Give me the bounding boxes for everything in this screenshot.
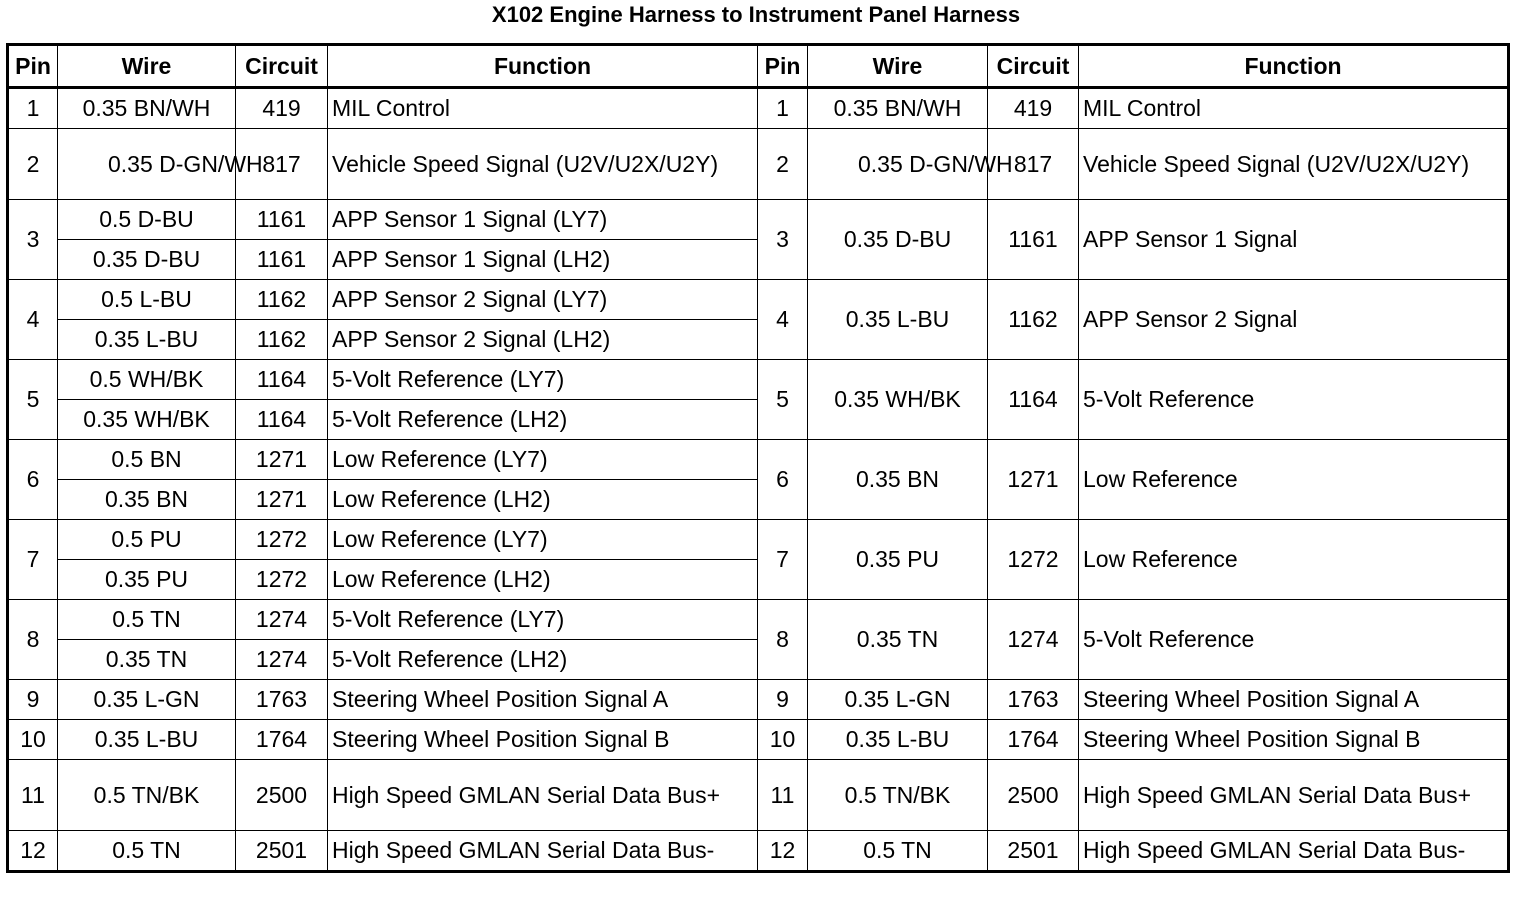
wire-cell: 0.35 BN bbox=[58, 480, 236, 520]
function-cell: 5-Volt Reference (LY7) bbox=[328, 360, 758, 400]
circuit-cell: 1272 bbox=[236, 520, 328, 560]
pin-cell: 8 bbox=[758, 600, 808, 680]
wire-cell: 0.35 L-BU bbox=[808, 280, 988, 360]
pin-cell: 1 bbox=[758, 88, 808, 129]
circuit-cell: 1271 bbox=[236, 480, 328, 520]
wire-cell: 0.5 TN bbox=[58, 831, 236, 872]
pin-cell: 2 bbox=[758, 129, 808, 200]
table-row bbox=[8, 280, 1509, 320]
wire-cell: 0.35 D-GN/WH bbox=[58, 129, 236, 200]
pin-cell: 5 bbox=[758, 360, 808, 440]
function-cell: High Speed GMLAN Serial Data Bus- bbox=[1079, 831, 1509, 872]
header-circuit: Circuit bbox=[988, 45, 1079, 88]
wire-cell: 0.5 L-BU bbox=[58, 280, 236, 320]
circuit-cell: 1274 bbox=[236, 640, 328, 680]
circuit-cell: 1763 bbox=[988, 680, 1079, 720]
wire-cell: 0.5 TN bbox=[58, 600, 236, 640]
function-cell: Vehicle Speed Signal (U2V/U2X/U2Y) bbox=[328, 129, 758, 200]
function-cell: Low Reference (LH2) bbox=[328, 480, 758, 520]
pin-cell: 11 bbox=[758, 760, 808, 831]
pin-cell: 8 bbox=[8, 600, 58, 680]
wire-cell: 0.35 D-BU bbox=[58, 240, 236, 280]
function-cell: 5-Volt Reference bbox=[1079, 360, 1509, 440]
function-cell: Low Reference bbox=[1079, 520, 1509, 600]
circuit-cell: 1162 bbox=[236, 320, 328, 360]
table-row bbox=[8, 680, 1509, 720]
table-row bbox=[8, 720, 1509, 760]
table-row bbox=[8, 200, 1509, 240]
function-cell: MIL Control bbox=[328, 88, 758, 129]
circuit-cell: 419 bbox=[988, 88, 1079, 129]
function-cell: Steering Wheel Position Signal A bbox=[328, 680, 758, 720]
connector-pinout-table bbox=[6, 43, 1510, 873]
wire-cell: 0.35 L-BU bbox=[808, 720, 988, 760]
pin-cell: 9 bbox=[8, 680, 58, 720]
function-cell: High Speed GMLAN Serial Data Bus+ bbox=[1079, 760, 1509, 831]
function-cell: 5-Volt Reference bbox=[1079, 600, 1509, 680]
circuit-cell: 1272 bbox=[236, 560, 328, 600]
function-cell: High Speed GMLAN Serial Data Bus- bbox=[328, 831, 758, 872]
table-row bbox=[8, 520, 1509, 560]
function-cell: Steering Wheel Position Signal A bbox=[1079, 680, 1509, 720]
wire-cell: 0.35 PU bbox=[808, 520, 988, 600]
wire-cell: 0.35 WH/BK bbox=[58, 400, 236, 440]
wire-cell: 0.5 TN/BK bbox=[808, 760, 988, 831]
function-cell: 5-Volt Reference (LH2) bbox=[328, 400, 758, 440]
circuit-cell: 1161 bbox=[236, 240, 328, 280]
wire-cell: 0.5 TN bbox=[808, 831, 988, 872]
circuit-cell: 1764 bbox=[236, 720, 328, 760]
wire-cell: 0.35 L-GN bbox=[808, 680, 988, 720]
header-wire: Wire bbox=[58, 45, 236, 88]
circuit-cell: 1274 bbox=[236, 600, 328, 640]
wire-cell: 0.35 L-BU bbox=[58, 720, 236, 760]
wire-cell: 0.5 PU bbox=[58, 520, 236, 560]
table-row bbox=[8, 88, 1509, 129]
table-row bbox=[8, 129, 1509, 200]
pin-cell: 6 bbox=[8, 440, 58, 520]
table-row bbox=[8, 760, 1509, 831]
function-cell: APP Sensor 2 Signal (LH2) bbox=[328, 320, 758, 360]
wire-cell: 0.35 D-GN/WH bbox=[808, 129, 988, 200]
circuit-cell: 2500 bbox=[988, 760, 1079, 831]
circuit-cell: 1271 bbox=[988, 440, 1079, 520]
header-wire: Wire bbox=[808, 45, 988, 88]
pin-cell: 9 bbox=[758, 680, 808, 720]
function-cell: High Speed GMLAN Serial Data Bus+ bbox=[328, 760, 758, 831]
page-title: X102 Engine Harness to Instrument Panel Harness bbox=[491, 2, 1021, 27]
circuit-cell: 817 bbox=[988, 129, 1079, 200]
function-cell: Low Reference (LY7) bbox=[328, 440, 758, 480]
function-cell: Vehicle Speed Signal (U2V/U2X/U2Y) bbox=[1079, 129, 1509, 200]
function-cell: 5-Volt Reference (LH2) bbox=[328, 640, 758, 680]
table-row bbox=[8, 600, 1509, 640]
pin-cell: 2 bbox=[8, 129, 58, 200]
wire-cell: 0.35 L-BU bbox=[58, 320, 236, 360]
header-function: Function bbox=[328, 45, 758, 88]
pin-cell: 7 bbox=[758, 520, 808, 600]
pin-cell: 3 bbox=[8, 200, 58, 280]
pin-cell: 12 bbox=[8, 831, 58, 872]
circuit-cell: 1763 bbox=[236, 680, 328, 720]
function-cell: Low Reference bbox=[1079, 440, 1509, 520]
function-cell: APP Sensor 1 Signal (LH2) bbox=[328, 240, 758, 280]
pin-cell: 4 bbox=[758, 280, 808, 360]
wire-cell: 0.5 TN/BK bbox=[58, 760, 236, 831]
header-row bbox=[8, 45, 1509, 88]
header-function: Function bbox=[1079, 45, 1509, 88]
wire-cell: 0.35 PU bbox=[58, 560, 236, 600]
pin-cell: 10 bbox=[8, 720, 58, 760]
circuit-cell: 419 bbox=[236, 88, 328, 129]
pin-cell: 11 bbox=[8, 760, 58, 831]
pin-cell: 10 bbox=[758, 720, 808, 760]
circuit-cell: 2501 bbox=[988, 831, 1079, 872]
pin-cell: 5 bbox=[8, 360, 58, 440]
wire-cell: 0.5 WH/BK bbox=[58, 360, 236, 400]
function-cell: 5-Volt Reference (LY7) bbox=[328, 600, 758, 640]
table-row bbox=[8, 360, 1509, 400]
wire-cell: 0.35 L-GN bbox=[58, 680, 236, 720]
wire-cell: 0.35 WH/BK bbox=[808, 360, 988, 440]
wire-cell: 0.35 D-BU bbox=[808, 200, 988, 280]
circuit-cell: 1764 bbox=[988, 720, 1079, 760]
function-cell: MIL Control bbox=[1079, 88, 1509, 129]
circuit-cell: 1274 bbox=[988, 600, 1079, 680]
function-cell: Steering Wheel Position Signal B bbox=[328, 720, 758, 760]
function-cell: APP Sensor 1 Signal bbox=[1079, 200, 1509, 280]
function-cell: Low Reference (LY7) bbox=[328, 520, 758, 560]
circuit-cell: 1164 bbox=[988, 360, 1079, 440]
wire-cell: 0.35 BN/WH bbox=[58, 88, 236, 129]
circuit-cell: 817 bbox=[236, 129, 328, 200]
circuit-cell: 1272 bbox=[988, 520, 1079, 600]
pin-cell: 1 bbox=[8, 88, 58, 129]
wire-cell: 0.35 TN bbox=[58, 640, 236, 680]
pin-cell: 6 bbox=[758, 440, 808, 520]
wire-cell: 0.5 D-BU bbox=[58, 200, 236, 240]
circuit-cell: 1162 bbox=[236, 280, 328, 320]
pin-cell: 3 bbox=[758, 200, 808, 280]
wire-cell: 0.5 BN bbox=[58, 440, 236, 480]
table-row bbox=[8, 440, 1509, 480]
circuit-cell: 1164 bbox=[236, 360, 328, 400]
function-cell: Steering Wheel Position Signal B bbox=[1079, 720, 1509, 760]
function-cell: APP Sensor 2 Signal bbox=[1079, 280, 1509, 360]
function-cell: APP Sensor 1 Signal (LY7) bbox=[328, 200, 758, 240]
circuit-cell: 1161 bbox=[236, 200, 328, 240]
circuit-cell: 2500 bbox=[236, 760, 328, 831]
wire-cell: 0.35 BN bbox=[808, 440, 988, 520]
circuit-cell: 2501 bbox=[236, 831, 328, 872]
table-row bbox=[8, 831, 1509, 872]
circuit-cell: 1162 bbox=[988, 280, 1079, 360]
header-circuit: Circuit bbox=[236, 45, 328, 88]
circuit-cell: 1164 bbox=[236, 400, 328, 440]
header-pin: Pin bbox=[758, 45, 808, 88]
header-pin: Pin bbox=[8, 45, 58, 88]
pin-cell: 7 bbox=[8, 520, 58, 600]
function-cell: APP Sensor 2 Signal (LY7) bbox=[328, 280, 758, 320]
wire-cell: 0.35 TN bbox=[808, 600, 988, 680]
function-cell: Low Reference (LH2) bbox=[328, 560, 758, 600]
circuit-cell: 1161 bbox=[988, 200, 1079, 280]
pin-cell: 12 bbox=[758, 831, 808, 872]
pin-cell: 4 bbox=[8, 280, 58, 360]
wire-cell: 0.35 BN/WH bbox=[808, 88, 988, 129]
circuit-cell: 1271 bbox=[236, 440, 328, 480]
